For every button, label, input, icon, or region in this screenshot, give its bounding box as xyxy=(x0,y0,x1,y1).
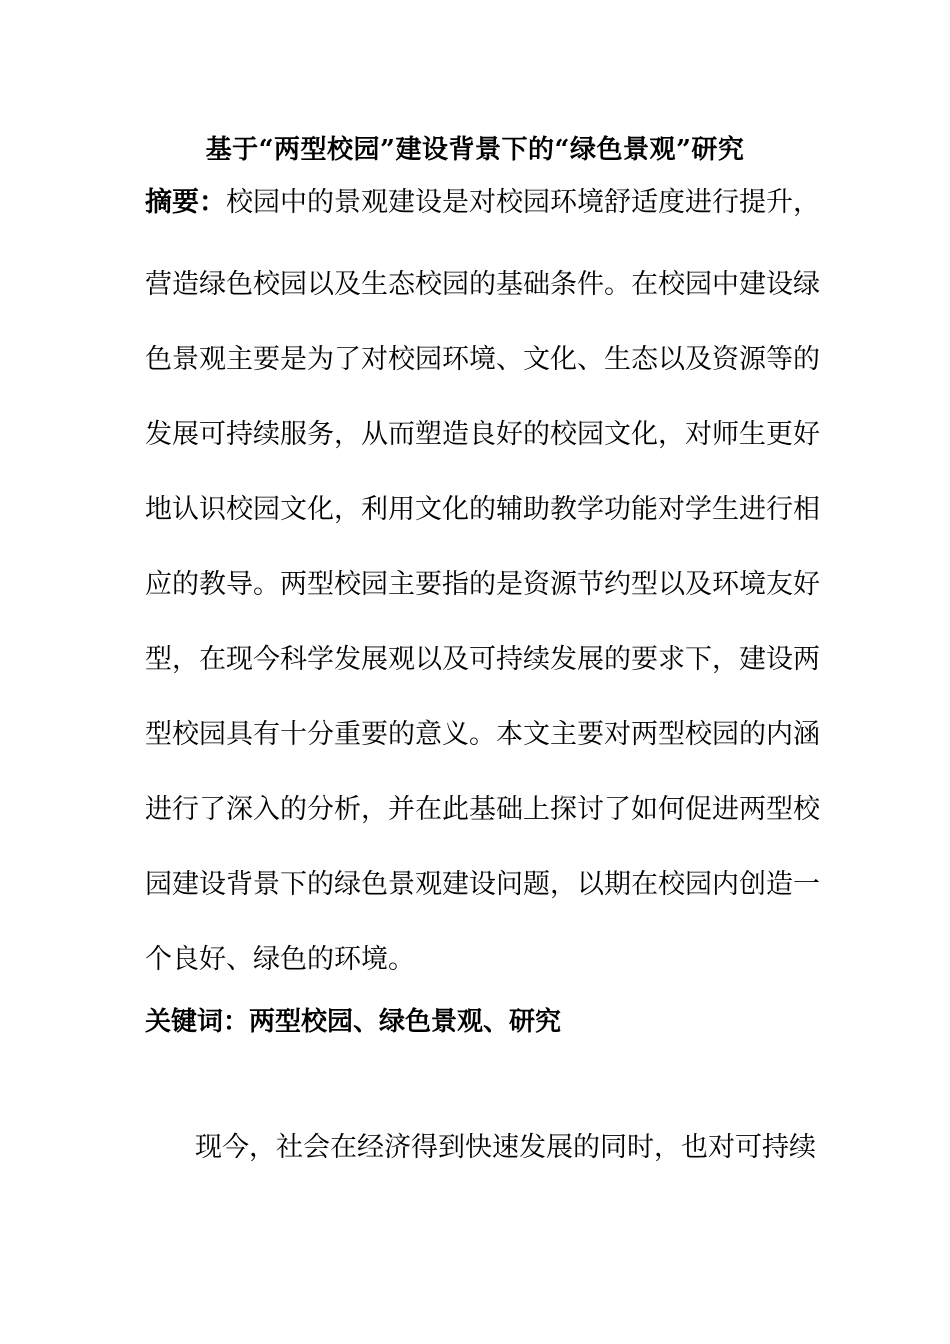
abstract-line-9: 进行了深入的分析，并在此基础上探讨了如何促进两型校 xyxy=(145,794,820,825)
abstract-line-6: 应的教导。两型校园主要指的是资源节约型以及环境友好 xyxy=(145,569,820,600)
body-paragraph-line-1: 现今，社会在经济得到快速发展的同时，也对可持续 xyxy=(195,1132,816,1163)
abstract-line-10: 园建设背景下的绿色景观建设问题，以期在校园内创造一 xyxy=(145,869,820,900)
abstract-line-11: 个良好、绿色的环境。 xyxy=(145,944,415,975)
abstract-line-5: 地认识校园文化，利用文化的辅助教学功能对学生进行相 xyxy=(145,494,820,525)
abstract-text: 校园中的景观建设是对校园环境舒适度进行提升， xyxy=(226,187,820,218)
abstract-line-3: 色景观主要是为了对校园环境、文化、生态以及资源等的 xyxy=(145,344,820,375)
abstract-line-4: 发展可持续服务，从而塑造良好的校园文化，对师生更好 xyxy=(145,419,820,450)
abstract-line-8: 型校园具有十分重要的意义。本文主要对两型校园的内涵 xyxy=(145,719,820,750)
abstract-line-7: 型，在现今科学发展观以及可持续发展的要求下，建设两 xyxy=(145,644,820,675)
abstract-line-2: 营造绿色校园以及生态校园的基础条件。在校园中建设绿 xyxy=(145,269,820,300)
abstract-line-1 xyxy=(145,183,820,223)
document-title: 基于“两型校园”建设背景下的“绿色景观”研究 xyxy=(205,135,745,165)
keywords-label: 关键词： xyxy=(145,1007,250,1037)
keywords-text: 两型校园、绿色景观、研究 xyxy=(249,1007,562,1037)
abstract-label: 摘要： xyxy=(145,187,226,218)
keywords xyxy=(145,1002,561,1042)
